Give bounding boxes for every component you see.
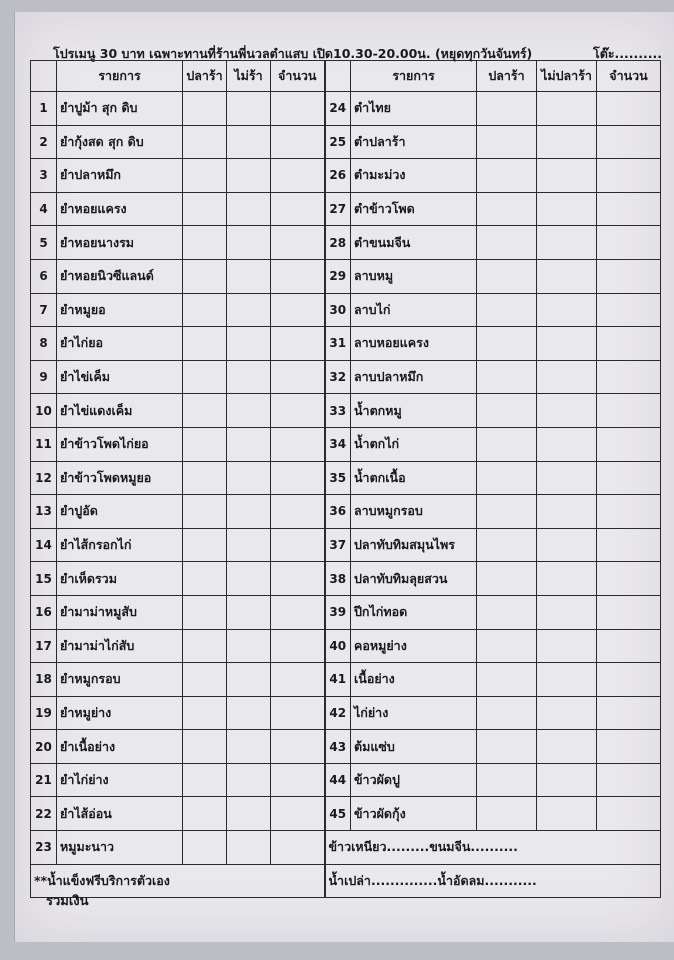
qty-field[interactable] bbox=[597, 327, 661, 361]
item-name: ยำไก่ย่าง bbox=[57, 763, 183, 797]
pla-ra-check[interactable] bbox=[477, 394, 537, 428]
no-pla-ra-check[interactable] bbox=[227, 92, 271, 126]
item-number: 30 bbox=[325, 293, 351, 327]
item-name: ยำหมูกรอบ bbox=[57, 663, 183, 697]
qty-field[interactable] bbox=[597, 495, 661, 529]
no-pla-ra-check[interactable] bbox=[227, 327, 271, 361]
item-number: 14 bbox=[31, 528, 57, 562]
no-pla-ra-check[interactable] bbox=[537, 562, 597, 596]
item-number: 32 bbox=[325, 360, 351, 394]
no-pla-ra-check[interactable] bbox=[537, 528, 597, 562]
item-number: 29 bbox=[325, 259, 351, 293]
qty-field[interactable] bbox=[271, 327, 325, 361]
qty-field[interactable] bbox=[597, 259, 661, 293]
qty-field[interactable] bbox=[271, 159, 325, 193]
qty-field[interactable] bbox=[597, 629, 661, 663]
item-number: 44 bbox=[325, 763, 351, 797]
no-pla-ra-check[interactable] bbox=[227, 528, 271, 562]
header-pla-ra-left: ปลาร้า bbox=[183, 61, 227, 92]
qty-field[interactable] bbox=[271, 831, 325, 865]
table-row bbox=[31, 461, 661, 495]
item-name: ยำไส้กรอกไก่ bbox=[57, 528, 183, 562]
pla-ra-check[interactable] bbox=[477, 125, 537, 159]
item-name: ยำไส้อ่อน bbox=[57, 797, 183, 831]
pla-ra-check[interactable] bbox=[183, 730, 227, 764]
header-number-right bbox=[325, 61, 351, 92]
item-name: ต้มแซ่บ bbox=[351, 730, 477, 764]
no-pla-ra-check[interactable] bbox=[537, 730, 597, 764]
no-pla-ra-check[interactable] bbox=[227, 192, 271, 226]
qty-field[interactable] bbox=[271, 461, 325, 495]
no-pla-ra-check[interactable] bbox=[537, 696, 597, 730]
pla-ra-check[interactable] bbox=[183, 663, 227, 697]
pla-ra-check[interactable] bbox=[477, 763, 537, 797]
qty-field[interactable] bbox=[271, 495, 325, 529]
no-pla-ra-check[interactable] bbox=[537, 663, 597, 697]
pla-ra-check[interactable] bbox=[477, 293, 537, 327]
item-name: ยำปลาหมึก bbox=[57, 159, 183, 193]
no-pla-ra-check[interactable] bbox=[537, 595, 597, 629]
no-pla-ra-check[interactable] bbox=[537, 427, 597, 461]
item-name: ไก่ย่าง bbox=[351, 696, 477, 730]
item-name: น้ำตกไก่ bbox=[351, 427, 477, 461]
qty-field[interactable] bbox=[271, 360, 325, 394]
table-row bbox=[31, 327, 661, 361]
pla-ra-check[interactable] bbox=[183, 461, 227, 495]
table-row bbox=[31, 159, 661, 193]
no-pla-ra-check[interactable] bbox=[537, 495, 597, 529]
item-name: ข้าวผัดกุ้ง bbox=[351, 797, 477, 831]
item-number: 18 bbox=[31, 663, 57, 697]
no-pla-ra-check[interactable] bbox=[227, 562, 271, 596]
item-name: ยำมาม่าไก่สับ bbox=[57, 629, 183, 663]
pla-ra-check[interactable] bbox=[477, 192, 537, 226]
pla-ra-check[interactable] bbox=[477, 663, 537, 697]
no-pla-ra-check[interactable] bbox=[537, 461, 597, 495]
item-number: 43 bbox=[325, 730, 351, 764]
qty-field[interactable] bbox=[271, 192, 325, 226]
no-pla-ra-check[interactable] bbox=[537, 92, 597, 126]
item-number: 41 bbox=[325, 663, 351, 697]
pla-ra-check[interactable] bbox=[477, 528, 537, 562]
qty-field[interactable] bbox=[597, 763, 661, 797]
pla-ra-check[interactable] bbox=[477, 696, 537, 730]
pla-ra-check[interactable] bbox=[183, 763, 227, 797]
table-row bbox=[31, 394, 661, 428]
no-pla-ra-check[interactable] bbox=[227, 831, 271, 865]
item-number: 37 bbox=[325, 528, 351, 562]
item-name: ลาบหมู bbox=[351, 259, 477, 293]
qty-field[interactable] bbox=[271, 763, 325, 797]
item-number: 34 bbox=[325, 427, 351, 461]
no-pla-ra-check[interactable] bbox=[227, 427, 271, 461]
pla-ra-check[interactable] bbox=[477, 629, 537, 663]
item-number: 26 bbox=[325, 159, 351, 193]
pla-ra-check[interactable] bbox=[477, 92, 537, 126]
no-pla-ra-check[interactable] bbox=[227, 259, 271, 293]
item-number: 15 bbox=[31, 562, 57, 596]
no-pla-ra-check[interactable] bbox=[537, 226, 597, 260]
item-number: 21 bbox=[31, 763, 57, 797]
qty-field[interactable] bbox=[597, 696, 661, 730]
qty-field[interactable] bbox=[597, 797, 661, 831]
item-number: 13 bbox=[31, 495, 57, 529]
table-row bbox=[31, 595, 661, 629]
no-pla-ra-check[interactable] bbox=[227, 696, 271, 730]
no-pla-ra-check[interactable] bbox=[537, 293, 597, 327]
qty-field[interactable] bbox=[271, 730, 325, 764]
item-name: น้ำตกเนื้อ bbox=[351, 461, 477, 495]
item-name: ปีกไก่ทอด bbox=[351, 595, 477, 629]
table-row bbox=[31, 763, 661, 797]
pla-ra-check[interactable] bbox=[183, 259, 227, 293]
qty-field[interactable] bbox=[271, 259, 325, 293]
item-number: 12 bbox=[31, 461, 57, 495]
qty-field[interactable] bbox=[597, 92, 661, 126]
pla-ra-check[interactable] bbox=[477, 461, 537, 495]
table-row bbox=[31, 696, 661, 730]
no-pla-ra-check[interactable] bbox=[537, 763, 597, 797]
item-number: 36 bbox=[325, 495, 351, 529]
table-row bbox=[31, 663, 661, 697]
pla-ra-check[interactable] bbox=[183, 92, 227, 126]
no-pla-ra-check[interactable] bbox=[227, 461, 271, 495]
pla-ra-check[interactable] bbox=[183, 394, 227, 428]
item-name: ลาบหมูกรอบ bbox=[351, 495, 477, 529]
pla-ra-check[interactable] bbox=[183, 797, 227, 831]
qty-field[interactable] bbox=[597, 562, 661, 596]
item-name: ตำขนมจีน bbox=[351, 226, 477, 260]
pla-ra-check[interactable] bbox=[183, 125, 227, 159]
item-number: 3 bbox=[31, 159, 57, 193]
item-name: ยำมาม่าหมูสับ bbox=[57, 595, 183, 629]
item-name: ยำหมูยอ bbox=[57, 293, 183, 327]
item-name: ยำหอยนิวซีแลนด์ bbox=[57, 259, 183, 293]
pla-ra-check[interactable] bbox=[183, 192, 227, 226]
table-row bbox=[31, 831, 661, 865]
no-pla-ra-check[interactable] bbox=[537, 394, 597, 428]
qty-field[interactable] bbox=[271, 293, 325, 327]
item-number: 17 bbox=[31, 629, 57, 663]
item-name: ยำไก่ยอ bbox=[57, 327, 183, 361]
no-pla-ra-check[interactable] bbox=[537, 192, 597, 226]
table-row bbox=[31, 293, 661, 327]
table-row bbox=[31, 427, 661, 461]
pla-ra-check[interactable] bbox=[477, 159, 537, 193]
item-number: 25 bbox=[325, 125, 351, 159]
item-name: ยำปูม้า สุก ดิบ bbox=[57, 92, 183, 126]
item-name: ยำไข่เค็ม bbox=[57, 360, 183, 394]
pla-ra-check[interactable] bbox=[477, 360, 537, 394]
qty-field[interactable] bbox=[597, 192, 661, 226]
item-name: เนื้อย่าง bbox=[351, 663, 477, 697]
item-name: ตำมะม่วง bbox=[351, 159, 477, 193]
table-row bbox=[31, 730, 661, 764]
item-name: ปลาทับทิมสมุนไพร bbox=[351, 528, 477, 562]
no-pla-ra-check[interactable] bbox=[227, 797, 271, 831]
item-name: ยำเห็ดรวม bbox=[57, 562, 183, 596]
header-no-pla-ra-left: ไม่ร้า bbox=[227, 61, 271, 92]
item-number: 28 bbox=[325, 226, 351, 260]
item-name: ยำหอยนางรม bbox=[57, 226, 183, 260]
item-number: 4 bbox=[31, 192, 57, 226]
item-name: ตำข้าวโพด bbox=[351, 192, 477, 226]
no-pla-ra-check[interactable] bbox=[537, 259, 597, 293]
no-pla-ra-check[interactable] bbox=[227, 125, 271, 159]
no-pla-ra-check[interactable] bbox=[227, 629, 271, 663]
item-number: 9 bbox=[31, 360, 57, 394]
item-name: ข้าวผัดปู bbox=[351, 763, 477, 797]
header-pla-ra-right: ปลาร้า bbox=[477, 61, 537, 92]
no-pla-ra-check[interactable] bbox=[537, 159, 597, 193]
pla-ra-check[interactable] bbox=[183, 226, 227, 260]
item-name: น้ำตกหมู bbox=[351, 394, 477, 428]
table-row bbox=[31, 629, 661, 663]
qty-field[interactable] bbox=[271, 797, 325, 831]
rice-extras-line[interactable]: ข้าวเหนียว.........ขนมจีน.......... bbox=[325, 831, 661, 865]
pla-ra-check[interactable] bbox=[183, 327, 227, 361]
no-pla-ra-check[interactable] bbox=[227, 595, 271, 629]
item-number: 23 bbox=[31, 831, 57, 865]
qty-field[interactable] bbox=[271, 663, 325, 697]
item-number: 8 bbox=[31, 327, 57, 361]
pla-ra-check[interactable] bbox=[183, 831, 227, 865]
order-table bbox=[30, 60, 661, 898]
item-name: ยำหมูย่าง bbox=[57, 696, 183, 730]
table-header-row bbox=[31, 61, 661, 92]
pla-ra-check[interactable] bbox=[477, 327, 537, 361]
item-name: ยำข้าวโพดไก่ยอ bbox=[57, 427, 183, 461]
no-pla-ra-check[interactable] bbox=[227, 226, 271, 260]
item-number: 2 bbox=[31, 125, 57, 159]
table-row bbox=[31, 92, 661, 126]
item-name: หมูมะนาว bbox=[57, 831, 183, 865]
no-pla-ra-check[interactable] bbox=[537, 629, 597, 663]
no-pla-ra-check[interactable] bbox=[537, 797, 597, 831]
qty-field[interactable] bbox=[271, 125, 325, 159]
item-name: ตำปลาร้า bbox=[351, 125, 477, 159]
pla-ra-check[interactable] bbox=[477, 259, 537, 293]
pla-ra-check[interactable] bbox=[477, 595, 537, 629]
item-name: ลาบหอยแครง bbox=[351, 327, 477, 361]
qty-field[interactable] bbox=[597, 595, 661, 629]
item-number: 1 bbox=[31, 92, 57, 126]
item-number: 11 bbox=[31, 427, 57, 461]
item-number: 38 bbox=[325, 562, 351, 596]
no-pla-ra-check[interactable] bbox=[227, 730, 271, 764]
pla-ra-check[interactable] bbox=[183, 562, 227, 596]
no-pla-ra-check[interactable] bbox=[537, 360, 597, 394]
table-row bbox=[31, 226, 661, 260]
no-pla-ra-check[interactable] bbox=[227, 394, 271, 428]
pla-ra-check[interactable] bbox=[183, 595, 227, 629]
no-pla-ra-check[interactable] bbox=[227, 293, 271, 327]
header-no-pla-ra-right: ไม่ปลาร้า bbox=[537, 61, 597, 92]
pla-ra-check[interactable] bbox=[477, 495, 537, 529]
qty-field[interactable] bbox=[271, 595, 325, 629]
item-name: ยำกุ้งสด สุก ดิบ bbox=[57, 125, 183, 159]
qty-field[interactable] bbox=[597, 360, 661, 394]
qty-field[interactable] bbox=[271, 394, 325, 428]
pla-ra-check[interactable] bbox=[183, 293, 227, 327]
pla-ra-check[interactable] bbox=[477, 797, 537, 831]
item-number: 5 bbox=[31, 226, 57, 260]
qty-field[interactable] bbox=[597, 394, 661, 428]
qty-field[interactable] bbox=[271, 696, 325, 730]
item-name: ยำข้าวโพดหมูยอ bbox=[57, 461, 183, 495]
header-qty-right: จำนวน bbox=[597, 61, 661, 92]
item-number: 19 bbox=[31, 696, 57, 730]
table-row bbox=[31, 562, 661, 596]
item-number: 7 bbox=[31, 293, 57, 327]
pla-ra-check[interactable] bbox=[183, 159, 227, 193]
header-number-left bbox=[31, 61, 57, 92]
item-number: 42 bbox=[325, 696, 351, 730]
qty-field[interactable] bbox=[597, 226, 661, 260]
item-number: 24 bbox=[325, 92, 351, 126]
item-name: ลาบปลาหมึก bbox=[351, 360, 477, 394]
pla-ra-check[interactable] bbox=[183, 629, 227, 663]
item-name: ยำไข่แดงเค็ม bbox=[57, 394, 183, 428]
item-number: 16 bbox=[31, 595, 57, 629]
ice-note: **น้ำแข็งฟรีบริการตัวเอง bbox=[31, 864, 325, 898]
item-name: ยำปูอัด bbox=[57, 495, 183, 529]
no-pla-ra-check[interactable] bbox=[537, 327, 597, 361]
qty-field[interactable] bbox=[597, 159, 661, 193]
table-number-field[interactable]: โต๊ะ.......... bbox=[593, 46, 663, 61]
item-number: 35 bbox=[325, 461, 351, 495]
item-number: 10 bbox=[31, 394, 57, 428]
qty-field[interactable] bbox=[271, 562, 325, 596]
qty-field[interactable] bbox=[271, 92, 325, 126]
item-name: ยำหอยแครง bbox=[57, 192, 183, 226]
qty-field[interactable] bbox=[597, 730, 661, 764]
item-name: ยำเนื้อย่าง bbox=[57, 730, 183, 764]
pla-ra-check[interactable] bbox=[183, 528, 227, 562]
qty-field[interactable] bbox=[597, 461, 661, 495]
table-row bbox=[31, 528, 661, 562]
table-row bbox=[31, 125, 661, 159]
qty-field[interactable] bbox=[271, 427, 325, 461]
qty-field[interactable] bbox=[597, 427, 661, 461]
no-pla-ra-check[interactable] bbox=[227, 763, 271, 797]
pla-ra-check[interactable] bbox=[477, 562, 537, 596]
qty-field[interactable] bbox=[271, 629, 325, 663]
item-name: ปลาทับทิมลุยสวน bbox=[351, 562, 477, 596]
table-row bbox=[31, 495, 661, 529]
qty-field[interactable] bbox=[597, 293, 661, 327]
item-number: 27 bbox=[325, 192, 351, 226]
header-item-right: รายการ bbox=[351, 61, 477, 92]
item-number: 6 bbox=[31, 259, 57, 293]
table-row bbox=[31, 360, 661, 394]
item-number: 20 bbox=[31, 730, 57, 764]
no-pla-ra-check[interactable] bbox=[227, 495, 271, 529]
no-pla-ra-check[interactable] bbox=[227, 360, 271, 394]
table-row bbox=[31, 192, 661, 226]
menu-title: โปรเมนู 30 บาท เฉพาะทานที่ร้านพี่นวลตำแสบ เปิด10.30-20.00น. (หยุดทุกวันจันทร์) bbox=[53, 46, 533, 61]
pla-ra-check[interactable] bbox=[183, 360, 227, 394]
item-number: 40 bbox=[325, 629, 351, 663]
item-number: 22 bbox=[31, 797, 57, 831]
no-pla-ra-check[interactable] bbox=[537, 125, 597, 159]
pla-ra-check[interactable] bbox=[477, 427, 537, 461]
qty-field[interactable] bbox=[271, 528, 325, 562]
qty-field[interactable] bbox=[597, 125, 661, 159]
pla-ra-check[interactable] bbox=[183, 495, 227, 529]
item-number: 45 bbox=[325, 797, 351, 831]
pla-ra-check[interactable] bbox=[183, 427, 227, 461]
table-row bbox=[31, 259, 661, 293]
item-name: คอหมูย่าง bbox=[351, 629, 477, 663]
qty-field[interactable] bbox=[597, 528, 661, 562]
qty-field[interactable] bbox=[271, 226, 325, 260]
pla-ra-check[interactable] bbox=[477, 730, 537, 764]
header-item-left: รายการ bbox=[57, 61, 183, 92]
water-extras-line[interactable]: น้ำเปล่า..............น้ำอัดลม........... bbox=[325, 864, 661, 898]
header-qty-left: จำนวน bbox=[271, 61, 325, 92]
qty-field[interactable] bbox=[597, 663, 661, 697]
pla-ra-check[interactable] bbox=[183, 696, 227, 730]
footer-row bbox=[31, 864, 661, 898]
no-pla-ra-check[interactable] bbox=[227, 159, 271, 193]
no-pla-ra-check[interactable] bbox=[227, 663, 271, 697]
item-name: ตำไทย bbox=[351, 92, 477, 126]
item-number: 31 bbox=[325, 327, 351, 361]
item-name: ลาบไก่ bbox=[351, 293, 477, 327]
item-number: 33 bbox=[325, 394, 351, 428]
total-label: รวมเงิน bbox=[46, 894, 89, 909]
pla-ra-check[interactable] bbox=[477, 226, 537, 260]
table-row bbox=[31, 797, 661, 831]
item-number: 39 bbox=[325, 595, 351, 629]
